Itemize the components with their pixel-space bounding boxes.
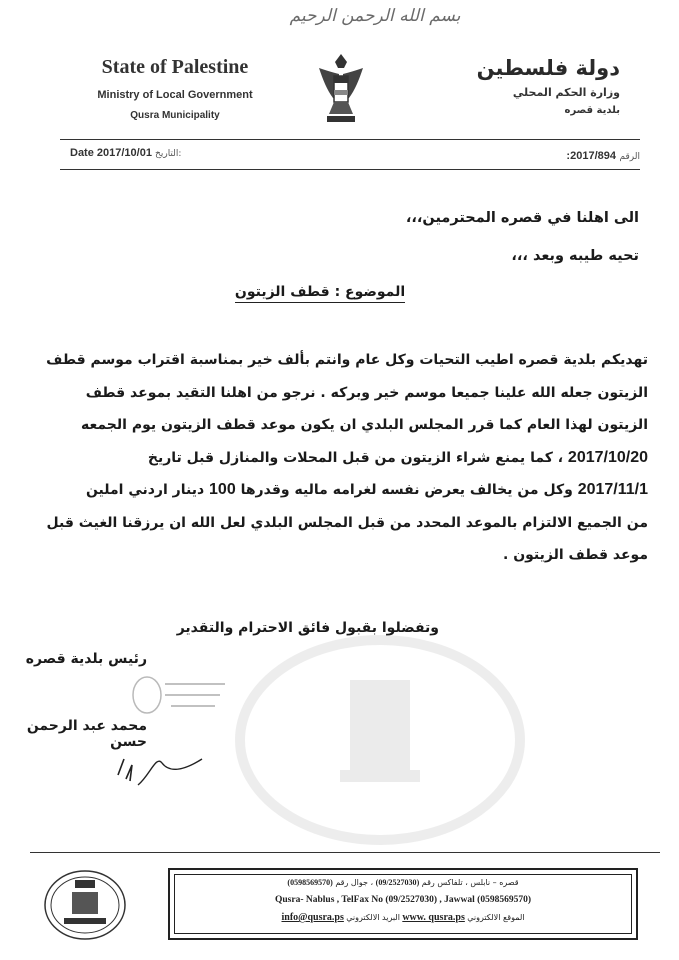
ministry-en: Ministry of Local Government (97, 89, 253, 101)
contact-box (168, 868, 638, 940)
municipality-en: Qusra Municipality (130, 110, 220, 121)
body-line: موعد قطف الزيتون . (503, 547, 648, 563)
watermark-emblem-icon (230, 620, 530, 850)
email-link[interactable]: info@qusra.ps (281, 912, 344, 923)
body-line: الزيتون جعله الله علينا جميعا موسم خير وبركه . نرجو من اهلنا التقيد بموعد قطف (85, 384, 648, 401)
closing-line: وتفضلوا بقبول فائق الاحترام والتقدير (176, 620, 439, 636)
body-line: من الجميع الالتزام بالموعد المحدد من قبل المجلس البلدي لعل الله ان يرزقنا الغيث قبل (46, 514, 648, 531)
fine-amount: 100 (209, 481, 236, 498)
website-link[interactable]: www. qusra.ps (402, 912, 465, 923)
contact-box-inner (174, 874, 632, 934)
date-label-ar: التاريخ: (155, 149, 182, 159)
signer-title: رئيس بلدية قصره (25, 651, 147, 667)
body-line: تهديكم بلدية قصره اطيب التحيات وكل عام وانتم بألف خير بمناسبة اقتراب موسم قطف (46, 352, 648, 368)
reference-value: 2017/894: (566, 150, 616, 162)
date-label-en: Date (70, 147, 94, 159)
ban-date: 2017/11/1 (577, 481, 648, 498)
municipality-seal-icon (42, 868, 128, 942)
harvest-start-date: 2017/10/20 (567, 448, 648, 466)
footer-divider (30, 852, 660, 853)
municipality-ar: بلدية قصره (564, 105, 620, 116)
contact-line-en: Qusra- Nablus , TelFax No (09/2527030) , Jawwal (0598569570) (275, 895, 531, 905)
addressee-line: الى اهلنا في قصره المحترمين،،، (405, 210, 639, 226)
body-line: الزيتون لهذا العام كما قرر المجلس البلدي ان يكون موعد قطف الزيتون يوم الجمعه (81, 417, 648, 433)
state-title-ar: دولة فلسطين (476, 56, 620, 80)
header-divider (60, 139, 640, 140)
greeting-line: تحيه طيبه وبعد ،،، (511, 248, 639, 264)
body-line: 2017/10/20 ، كما يمنع شراء الزيتون من قبل المحلات والمنازل قبل تاريخ (147, 448, 648, 466)
reference-line (540, 149, 640, 162)
basmala-calligraphy: بسم الله الرحمن الرحيم (289, 6, 461, 26)
meta-divider (60, 169, 640, 170)
handwritten-signature-icon (110, 745, 210, 790)
ministry-ar: وزارة الحكم المحلي (512, 86, 620, 99)
web-line: الموقع الالكتروني www. qusra.ps البريد الالكتروني info@qusra.ps (281, 912, 525, 923)
date-line (70, 147, 181, 159)
header-arabic (420, 56, 620, 116)
municipality-stamp-icon (125, 670, 235, 720)
signer-name: محمد عبد الرحمن حسن (26, 718, 147, 750)
contact-line-ar: قصره – نابلس ، تلفاكس رقم (09/2527030) ، جوال رقم (0598569570) (287, 878, 519, 887)
date-value: 2017/10/01 (96, 147, 152, 159)
header-english (60, 56, 290, 121)
palestine-eagle-emblem-icon (313, 50, 369, 126)
subject-line: الموضوع : قطف الزيتون (200, 284, 440, 300)
body-line: 2017/11/1 وكل من يخالف يعرض نفسه لغرامه ماليه وقدرها 100 دينار اردني املين (85, 481, 648, 498)
reference-label: الرقم (619, 152, 640, 162)
state-title-en: State of Palestine (101, 56, 249, 78)
letter-body (38, 344, 648, 572)
